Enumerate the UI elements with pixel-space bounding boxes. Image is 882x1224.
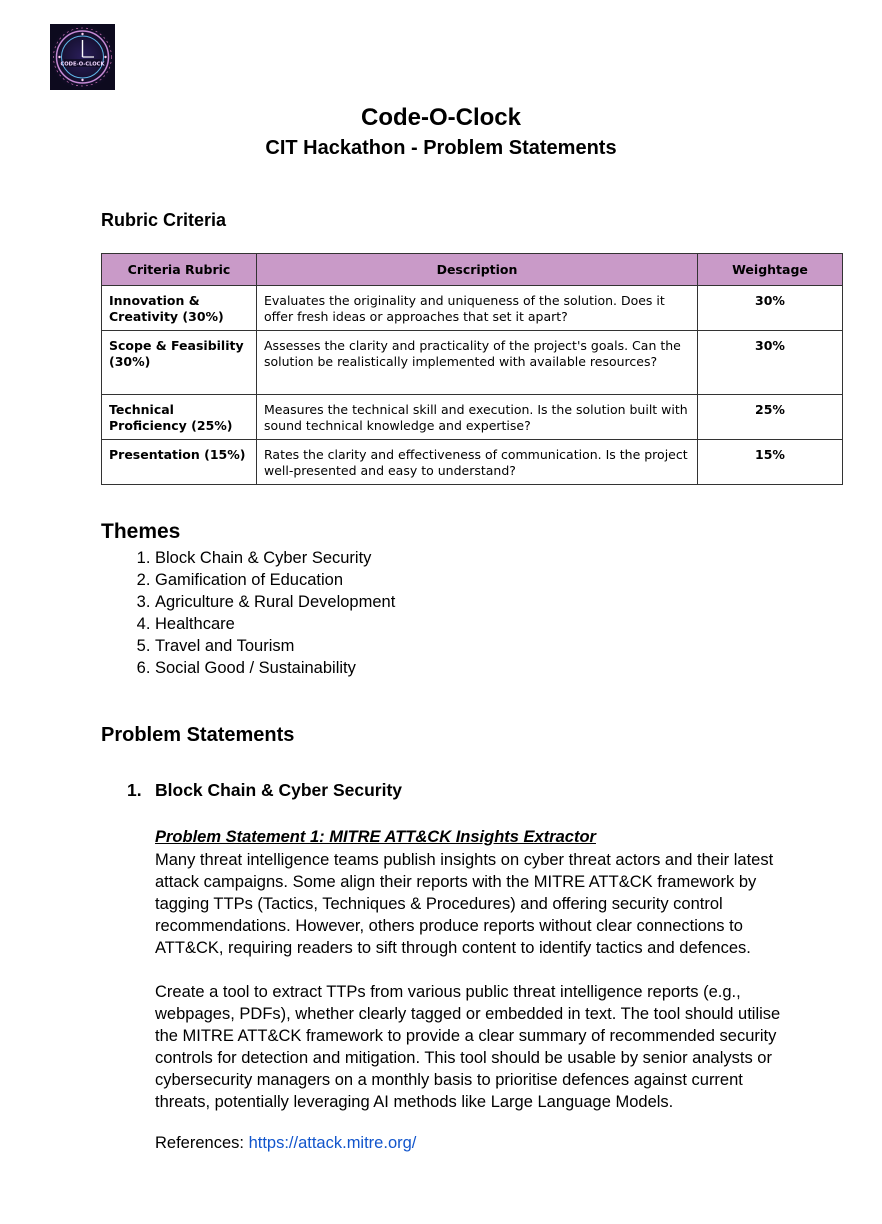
themes-list [101,547,395,679]
section-title: Block Chain & Cyber Security [155,780,403,800]
rubric-heading: Rubric Criteria [101,210,227,230]
rubric-table [101,253,843,485]
description-cell: Rates the clarity and effectiveness of communication. Is the project well-presented and easy to understand? [257,440,698,485]
weight-cell: 30% [698,331,843,395]
table-row [102,331,843,395]
clock-logo-icon [50,24,115,90]
references-link[interactable]: https://attack.mitre.org/ [248,1134,417,1152]
column-header-description: Description [257,254,698,286]
section-number: 1. [127,780,142,800]
list-item: 6. Social Good / Sustainability [155,657,395,679]
list-item: 4. Healthcare [155,613,395,635]
list-item: 2. Gamification of Education [155,569,395,591]
description-cell: Evaluates the originality and uniqueness of the solution. Does it offer fresh ideas or approaches that set it apart? [257,286,698,331]
problem-paragraph-1: Many threat intelligence teams publish insights on cyber threat actors and their latest attack campaigns. Some align their reports with the MITRE ATT&CK framework by tagging TTPs (Tactics, Techniques & Procedures) and offering security control recommendations. However, others produce reports without clear connections to ATT&CK, requiring readers to sift through content to identify tactics and defences. [155,851,774,957]
references [155,1134,416,1153]
criteria-cell: Technical Proficiency (25%) [102,395,257,440]
criteria-cell: Presentation (15%) [102,440,257,485]
weight-cell: 25% [698,395,843,440]
list-item: 5. Travel and Tourism [155,635,395,657]
column-header-criteria: Criteria Rubric [102,254,257,286]
description-cell: Measures the technical skill and execution. Is the solution built with sound technical knowledge and expertise? [257,395,698,440]
list-item: 3. Agriculture & Rural Development [155,591,395,613]
problem-paragraph-2: Create a tool to extract TTPs from various public threat intelligence reports (e.g., webpages, PDFs), whether clearly tagged or embedded in text. The tool should utilise the MITRE ATT&CK framework to provide a clear summary of recommended security controls for detection and mitigation. This tool should be usable by senior analysts or cybersecurity managers on a monthly basis to prioritise defences against current threats, potentially leveraging AI methods like Large Language Models. [155,983,781,1111]
page-subtitle: CIT Hackathon - Problem Statements [265,137,617,159]
list-item: 1. Block Chain & Cyber Security [155,547,395,569]
table-row [102,395,843,440]
themes-heading: Themes [101,520,181,543]
page-title: Code-O-Clock [360,104,521,131]
description-cell: Assesses the clarity and practicality of the project's goals. Can the solution be realistically implemented with available resources? [257,331,698,395]
table-row [102,286,843,331]
problem-statements-heading: Problem Statements [101,724,295,746]
criteria-cell: Scope & Feasibility (30%) [102,331,257,395]
criteria-cell: Innovation & Creativity (30%) [102,286,257,331]
table-row [102,440,843,485]
problem-statement-title: Problem Statement 1: MITRE ATT&CK Insights Extractor [155,828,596,846]
weight-cell: 30% [698,286,843,331]
references-label: References: [155,1134,244,1152]
column-header-weightage: Weightage [698,254,843,286]
section-heading [127,780,402,801]
logo-text: CODE-O-CLOCK [60,61,105,68]
weight-cell: 15% [698,440,843,485]
table-header-row [102,254,843,286]
